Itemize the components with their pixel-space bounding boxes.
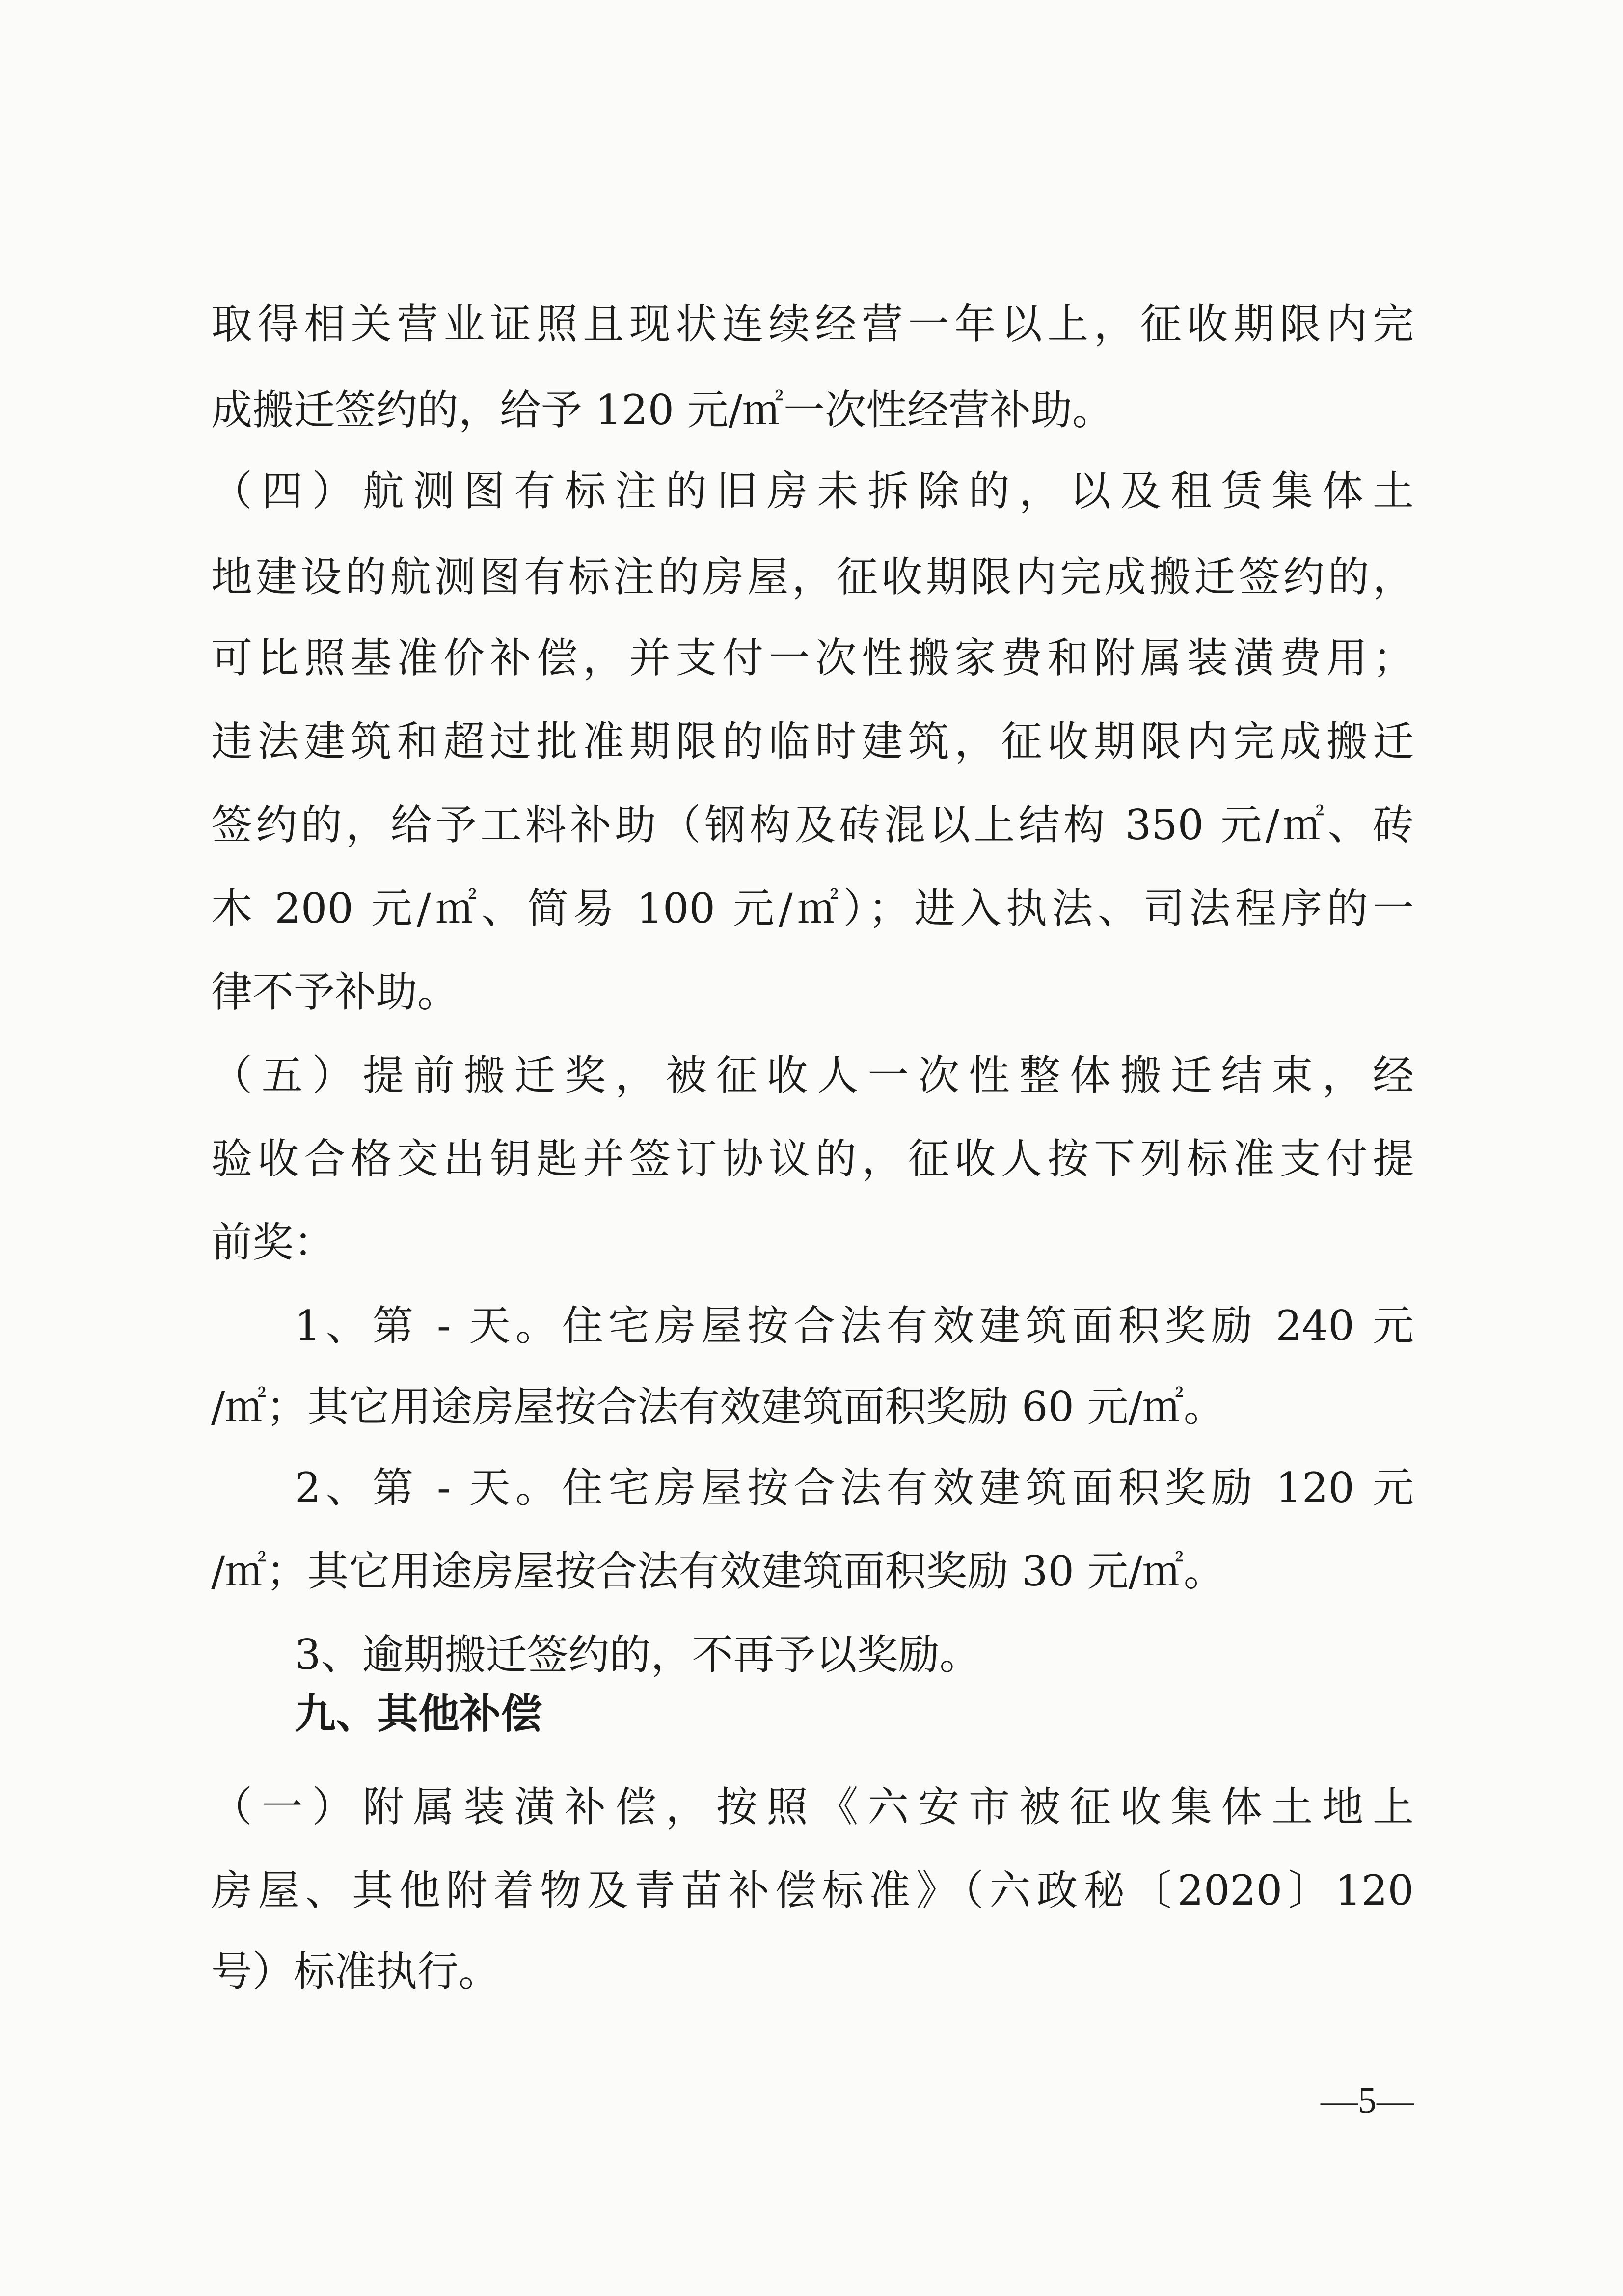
text-line: 房屋、其他附着物及青苗补偿标准》（六政秘〔2020〕120 [211,1866,1414,1914]
text-line: 地建设的航测图有标注的房屋，征收期限内完成搬迁签约的， [211,553,1414,601]
page-number: —5— [1321,2080,1414,2121]
section-heading: 九、其他补偿 [295,1690,542,1738]
text-line: 违法建筑和超过批准期限的临时建筑，征收期限内完成搬迁 [211,717,1414,765]
text-line: 木 200 元/㎡、简易 100 元/㎡）；进入执法、司法程序的一 [211,884,1414,932]
text-line: （一）附属装潢补偿，按照《六安市被征收集体土地上 [211,1783,1414,1831]
text-line: （四）航测图有标注的旧房未拆除的，以及租赁集体土 [211,467,1414,515]
text-line: /㎡；其它用途房屋按合法有效建筑面积奖励 60 元/㎡。 [211,1383,1225,1431]
text-line: 验收合格交出钥匙并签订协议的，征收人按下列标准支付提 [211,1135,1414,1183]
text-line: （五）提前搬迁奖，被征收人一次性整体搬迁结束，经 [211,1051,1414,1099]
text-line: 号）标准执行。 [211,1947,500,1995]
text-line: 3、逾期搬迁签约的，不再予以奖励。 [295,1631,981,1679]
text-line: 可比照基准价补偿，并支付一次性搬家费和附属装潢费用； [211,634,1414,682]
text-line: /㎡；其它用途房屋按合法有效建筑面积奖励 30 元/㎡。 [211,1547,1225,1595]
text-line: 1、第 - 天。住宅房屋按合法有效建筑面积奖励 240 元 [295,1302,1414,1350]
text-line: 律不予补助。 [211,968,459,1016]
text-line: 前奖： [211,1218,335,1266]
text-line: 2、第 - 天。住宅房屋按合法有效建筑面积奖励 120 元 [295,1464,1414,1512]
text-line: 成搬迁签约的，给予 120 元/㎡一次性经营补助。 [211,386,1114,434]
text-line: 取得相关营业证照且现状连续经营一年以上，征收期限内完 [211,300,1414,348]
text-line: 签约的，给予工料补助（钢构及砖混以上结构 350 元/㎡、砖 [211,801,1414,849]
